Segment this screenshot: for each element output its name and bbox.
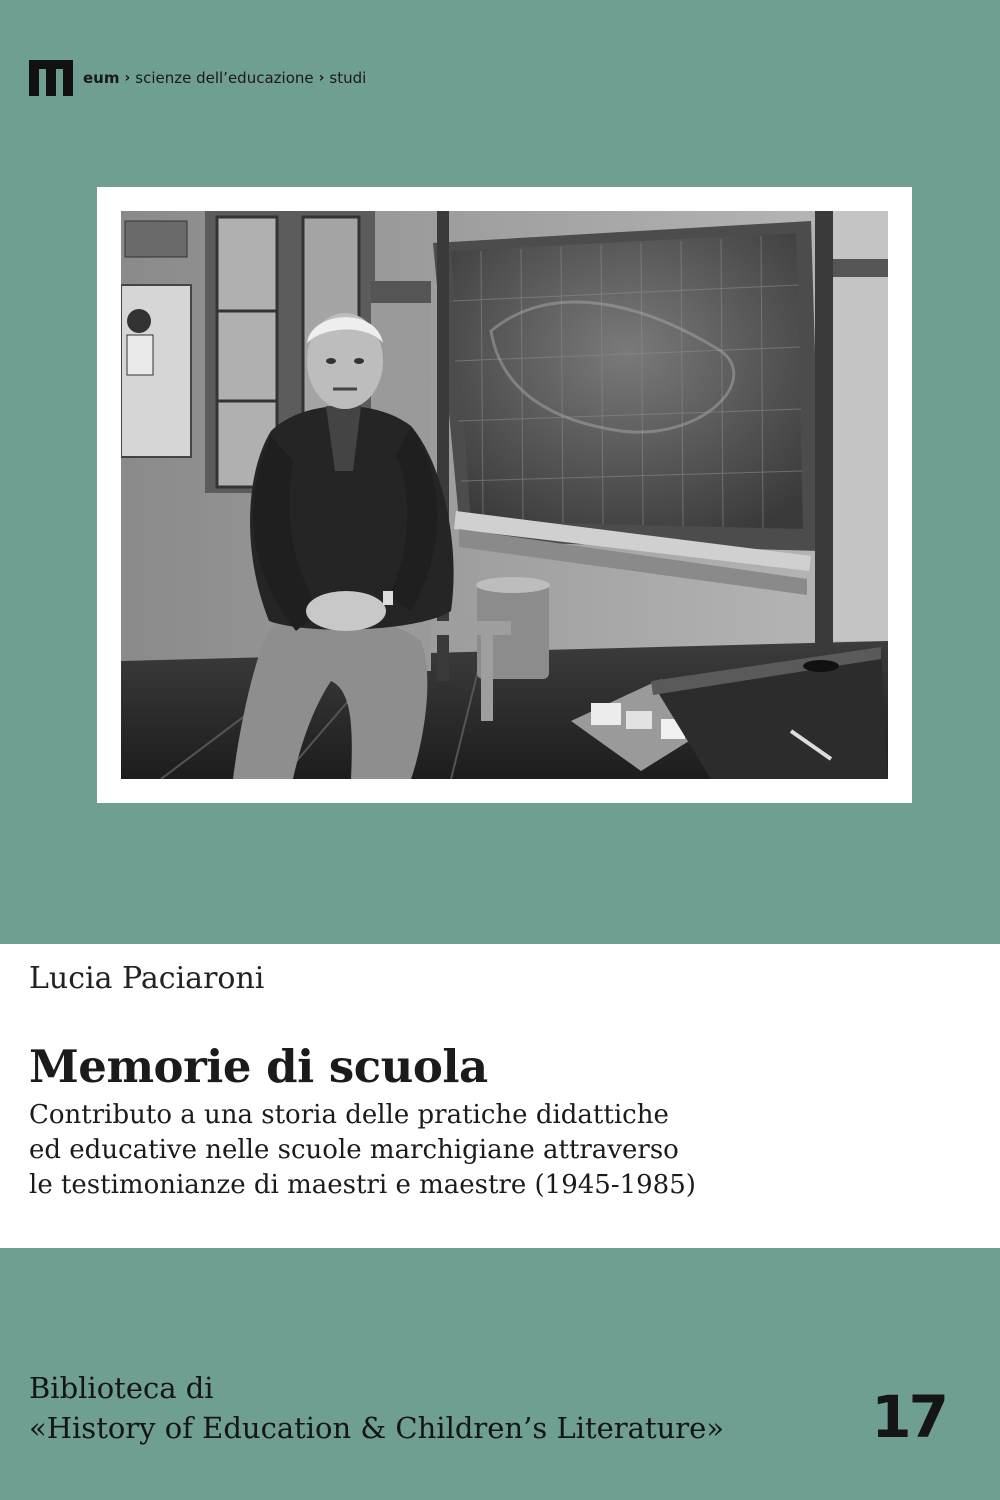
volume-number: 17 <box>871 1383 946 1451</box>
publisher-bar <box>29 60 366 96</box>
series-path-item: studi <box>329 69 367 87</box>
author-name: Lucia Paciaroni <box>29 961 265 996</box>
book-title: Memorie di scuola <box>29 1040 488 1093</box>
subtitle-line: Contributo a una storia delle pratiche didattiche <box>29 1100 669 1130</box>
publisher-name: eum <box>83 69 120 87</box>
publisher-series-path <box>83 69 366 87</box>
separator-chevron-icon: › <box>124 70 131 86</box>
series-line: Biblioteca di <box>29 1371 214 1405</box>
series-name <box>29 1368 724 1448</box>
series-path-item: scienze dell’educazione <box>135 69 314 87</box>
separator-chevron-icon: › <box>318 70 325 86</box>
subtitle-line: ed educative nelle scuole marchigiane attraverso <box>29 1135 679 1165</box>
subtitle-line: le testimonianze di maestri e maestre (1945-1985) <box>29 1170 696 1200</box>
cover-photo-frame <box>97 187 912 803</box>
series-line: «History of Education & Children’s Literature» <box>29 1411 725 1445</box>
book-subtitle <box>29 1098 979 1203</box>
classroom-photo-icon <box>121 211 888 779</box>
eum-m-logo-icon <box>29 60 73 96</box>
